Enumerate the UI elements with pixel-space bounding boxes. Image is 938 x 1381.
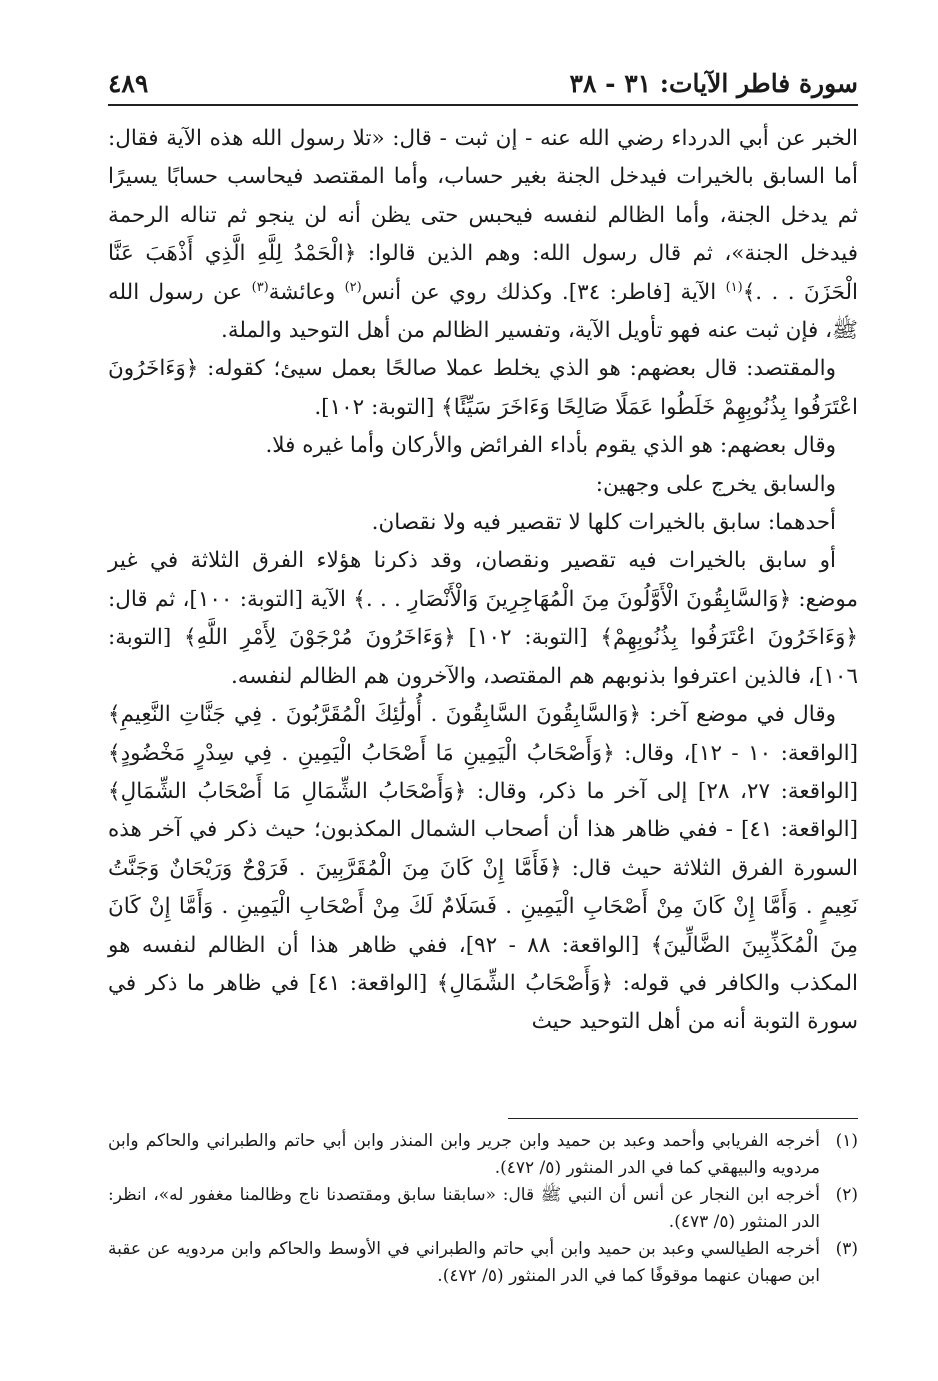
footnote-number: (١) [835,1131,858,1151]
footnotes [108,1128,858,1290]
header-divider [108,104,858,106]
footnote-1 [108,1128,858,1182]
footnote-ref-2: (٢) [344,279,362,295]
paragraph-7: وقال في موضع آخر: ﴿وَالسَّابِقُونَ السَّابِقُونَ . أُولَٰئِكَ الْمُقَرَّبُونَ . فِي جَنَّاتِ النَّعِيمِ﴾ [الواقعة: ١٠ - ١٢]، وقال: ﴿وَأَصْحَابُ الْيَمِينِ مَا أَصْحَابُ الْيَمِينِ . فِي سِدْرٍ مَخْضُودٍ﴾ [الواقعة: ٢٧، ٢٨] إلى آخر ما ذكر، وقال: ﴿وَأَصْحَابُ الشِّمَالِ مَا أَصْحَابُ الشِّمَالِ﴾ [الواقعة: ٤١] - ففي ظاهر هذا أن أصحاب الشمال المكذبون؛ حيث ذكر في آخر هذه السورة الفرق الثلاثة حيث قال: ﴿فَأَمَّا إِنْ كَانَ مِنَ الْمُقَرَّبِينَ . فَرَوْحٌ وَرَيْحَانٌ وَجَنَّتُ نَعِيمٍ . وَأَمَّا إِنْ كَانَ مِنْ أَصْحَابِ الْيَمِينِ . فَسَلَامٌ لَكَ مِنْ أَصْحَابِ الْيَمِينِ . وَأَمَّا إِنْ كَانَ مِنَ الْمُكَذِّبِينَ الضَّالِّينَ﴾ [الواقعة: ٨٨ - ٩٢]، ففي ظاهر هذا أن الظالم لنفسه هو المكذب والكافر في قوله: ﴿وَأَصْحَابُ الشِّمَالِ﴾ [الواقعة: ٤١] في ظاهر ما ذكر في سورة التوبة أنه من أهل التوحيد حيث [108,702,859,1035]
paragraph-6: أو سابق بالخيرات فيه تقصير ونقصان، وقد ذكرنا هؤلاء الفرق الثلاثة في غير موضع: ﴿وَالسَّابِقُونَ الْأَوَّلُونَ مِنَ الْمُهَاجِرِينَ وَالْأَنْصَارِ . . .﴾ الآية [التوبة: ١٠٠]، ثم قال: ﴿وَءَاخَرُونَ اعْتَرَفُوا بِذُنُوبِهِمْ﴾ [التوبة: ١٠٢] ﴿وَءَاخَرُونَ مُرْجَوْنَ لِأَمْرِ اللَّهِ﴾ [التوبة: ١٠٦]، فالذين اعترفوا بذنوبهم هم المقتصد، والآخرون هم الظالم لنفسه. [108,548,858,689]
footnote-number: (٢) [835,1185,858,1205]
running-title: سورة فاطر الآيات: ٣١ - ٣٨ [569,69,858,98]
footnote-ref-3: (٣) [251,279,269,295]
footnote-text: أخرجه الفريابي وأحمد وعبد بن حميد وابن جرير وابن المنذر وابن أبي حاتم والطبراني والحاكم وابن مردويه والبيهقي كما في الدر المنثور (٥/ ٤٧٢). [108,1131,820,1178]
footnote-text: أخرجه الطيالسي وعبد بن حميد وابن أبي حاتم والطبراني في الأوسط والحاكم وابن مردويه عن عقبة ابن صهبان عنهما موقوفًا كما في الدر المنثور (٥/ ٤٧٢). [108,1239,820,1286]
page-header [108,58,858,98]
page-number: ٤٨٩ [108,69,149,98]
text-run: وعائشة [268,279,345,305]
footnote-number: (٣) [835,1239,858,1259]
text-run: الخبر عن أبي الدرداء رضي الله عنه - إن ثبت - قال: «تلا رسول الله هذه الآية فقال: أما السابق بالخيرات فيدخل الجنة بغير حساب، وأما المقتصد فيحاسب حسابًا يسيرًا ثم يدخل الجنة، وأما الظالم لنفسه فيحبس حتى يظن أنه لن ينجو ثم تناله الرحمة فيدخل الجنة»، ثم قال رسول الله: وهم الذين قالوا: ﴿الْحَمْدُ لِلَّهِ الَّذِي أَذْهَبَ عَنَّا الْحَزَنَ . . .﴾ [108,126,858,305]
paragraph-2: والمقتصد: قال بعضهم: هو الذي يخلط عملا صالحًا بعمل سيئ؛ كقوله: ﴿وَءَاخَرُونَ اعْتَرَفُوا بِذُنُوبِهِمْ خَلَطُوا عَمَلًا صَالِحًا وَءَاخَرَ سَيِّئًا﴾ [التوبة: ١٠٢]. [108,356,858,420]
footnote-ref-1: (١) [725,279,743,295]
text-run: عن رسول الله ﷺ، فإن ثبت عنه فهو تأويل الآية، وتفسير الظالم من أهل التوحيد والملة. [108,279,858,344]
paragraph-3: وقال بعضهم: هو الذي يقوم بأداء الفرائض والأركان وأما غيره فلا. [265,433,836,459]
paragraph-4: والسابق يخرج على وجهين: [595,471,836,497]
footnote-2 [108,1182,858,1236]
paragraph-1 [108,120,858,350]
main-text [108,120,858,1042]
footnote-text: أخرجه ابن النجار عن أنس أن النبي ﷺ قال: «سابقنا سابق ومقتصدنا ناج وظالمنا مغفور له»، انظر: الدر المنثور (٥/ ٤٧٣). [108,1185,820,1232]
footnote-3 [108,1236,858,1290]
paragraph-5: أحدهما: سابق بالخيرات كلها لا تقصير فيه ولا نقصان. [371,510,836,536]
text-run: الآية [فاطر: ٣٤]. وكذلك روي عن أنس [361,279,726,305]
footnote-divider [508,1118,858,1119]
